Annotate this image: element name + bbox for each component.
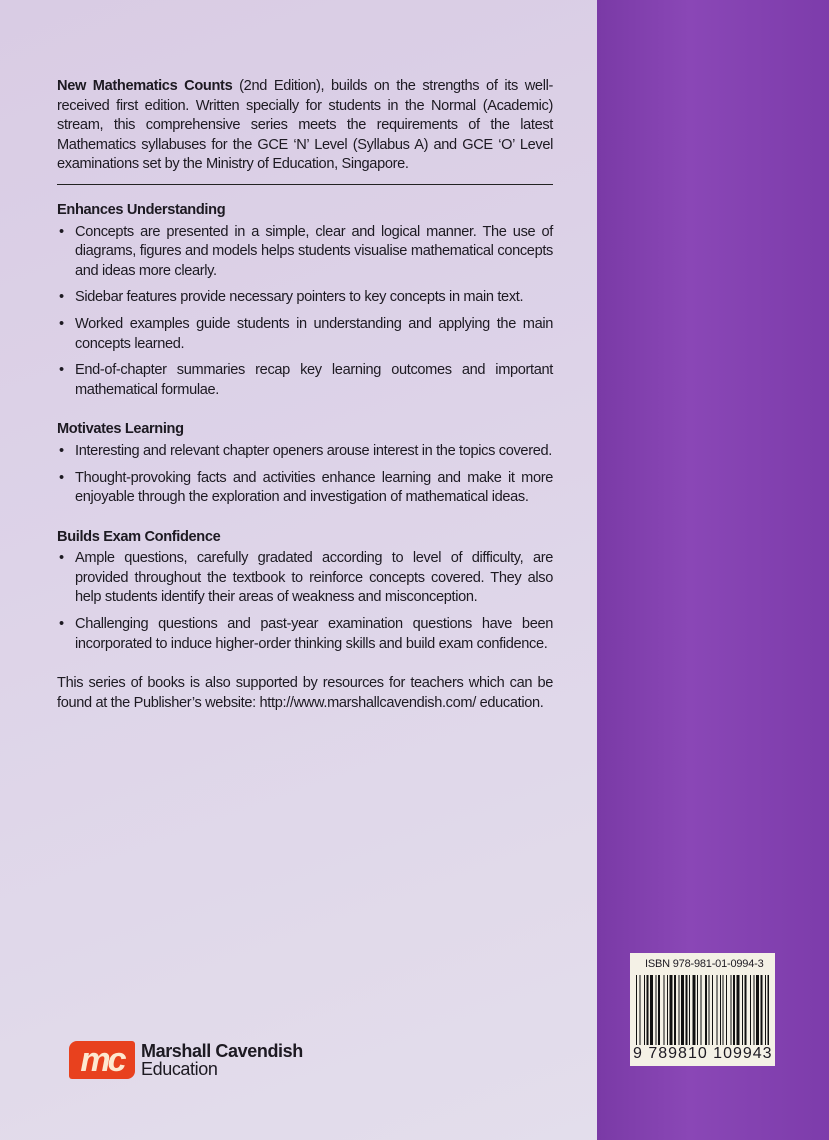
intro-paragraph xyxy=(57,77,553,175)
barcode-bar xyxy=(745,975,747,1045)
barcode-bar xyxy=(693,975,696,1045)
barcode-bar xyxy=(754,975,755,1045)
barcode-digits: 9 789810 109943 xyxy=(633,1045,773,1062)
section-heading: Builds Exam Confidence xyxy=(57,528,221,545)
section-heading: Enhances Understanding xyxy=(57,201,226,218)
barcode-bars xyxy=(636,975,769,1045)
barcode-bar xyxy=(742,975,743,1045)
barcode-bar xyxy=(670,975,673,1045)
back-cover-text xyxy=(57,77,553,713)
bullet-item: • End-of-chapter summaries recap key learning outcomes and important mathematical formulae. xyxy=(57,361,553,400)
bullet-item: • Concepts are presented in a simple, clear and logical manner. The use of diagrams, figures and models helps students visualise mathematical concepts and ideas more clearly. xyxy=(57,223,553,282)
bullet-item: • Sidebar features provide necessary pointers to key concepts in main text. xyxy=(57,288,553,308)
bullet-item: • Interesting and relevant chapter openers arouse interest in the topics covered. xyxy=(57,442,553,462)
barcode-bar xyxy=(664,975,665,1045)
barcode-bar xyxy=(733,975,735,1045)
bullet-item: • Challenging questions and past-year examination questions have been incorporated to induce higher-order thinking skills and build exam confidence. xyxy=(57,615,553,654)
bullet-item: • Ample questions, carefully gradated according to level of difficulty, are provided throughout the textbook to reinforce concepts covered. They also help students identify their areas of weakness and misconception. xyxy=(57,549,553,608)
barcode-bar xyxy=(650,975,653,1045)
divider xyxy=(57,184,553,185)
barcode-bar xyxy=(717,975,718,1045)
mc-logo-mark: mc xyxy=(69,1041,135,1079)
barcode-bar xyxy=(656,975,657,1045)
barcode-bar xyxy=(761,975,763,1045)
bullet-list xyxy=(57,549,553,654)
barcode-bar xyxy=(712,975,713,1045)
section-heading: Motivates Learning xyxy=(57,421,184,438)
barcode-bar xyxy=(737,975,740,1045)
isbn-barcode xyxy=(630,953,775,1066)
bullet-list xyxy=(57,442,553,508)
barcode-bar xyxy=(723,975,724,1045)
barcode-bar xyxy=(720,975,721,1045)
publisher-name: Marshall Cavendish xyxy=(141,1041,303,1061)
barcode-bar xyxy=(686,975,688,1045)
publisher-logo xyxy=(69,1041,303,1079)
barcode-bar xyxy=(768,975,770,1045)
series-title: New Mathematics Counts xyxy=(57,78,233,94)
isbn-text: ISBN 978-981-01-0994-3 xyxy=(645,958,764,970)
barcode-bar xyxy=(689,975,690,1045)
barcode-bar xyxy=(658,975,660,1045)
barcode-bar xyxy=(756,975,759,1045)
barcode-bar xyxy=(644,975,645,1045)
barcode-bar xyxy=(681,975,684,1045)
intro-text: (2nd Edition), builds on the strengths of its well-received first edition. Written specially for students in the Normal (Academic) stream, this comprehensive series meets the requirements of the latest Mathematics syllabuses for the GCE ‘N’ Level (Syllabus A) and GCE ‘O’ Level examinations set by the Ministry of Education, Singapore. xyxy=(57,78,553,173)
publisher-division: Education xyxy=(141,1059,218,1079)
barcode-bar xyxy=(679,975,680,1045)
bullet-item: • Worked examples guide students in understanding and applying the main concepts learned. xyxy=(57,315,553,354)
barcode-bar xyxy=(640,975,641,1045)
barcode-bar xyxy=(636,975,637,1045)
bullet-list xyxy=(57,223,553,401)
bullet-item: • Thought-provoking facts and activities enhance learning and make it more enjoyable through the exploration and investigation of mathematical ideas. xyxy=(57,469,553,508)
barcode-bar xyxy=(705,975,707,1045)
barcode-bar xyxy=(750,975,751,1045)
barcode-bar xyxy=(765,975,766,1045)
barcode-bar xyxy=(647,975,649,1045)
barcode-bar xyxy=(701,975,702,1045)
barcode-bar xyxy=(726,975,727,1045)
barcode-bar xyxy=(667,975,668,1045)
publisher-note: This series of books is also supported by resources for teachers which can be found at the Publisher’s website: http://www.marshallcavendish.com/ education. xyxy=(57,675,553,711)
barcode-bar xyxy=(709,975,710,1045)
barcode-bar xyxy=(697,975,698,1045)
barcode-bar xyxy=(731,975,732,1045)
barcode-bar xyxy=(674,975,676,1045)
